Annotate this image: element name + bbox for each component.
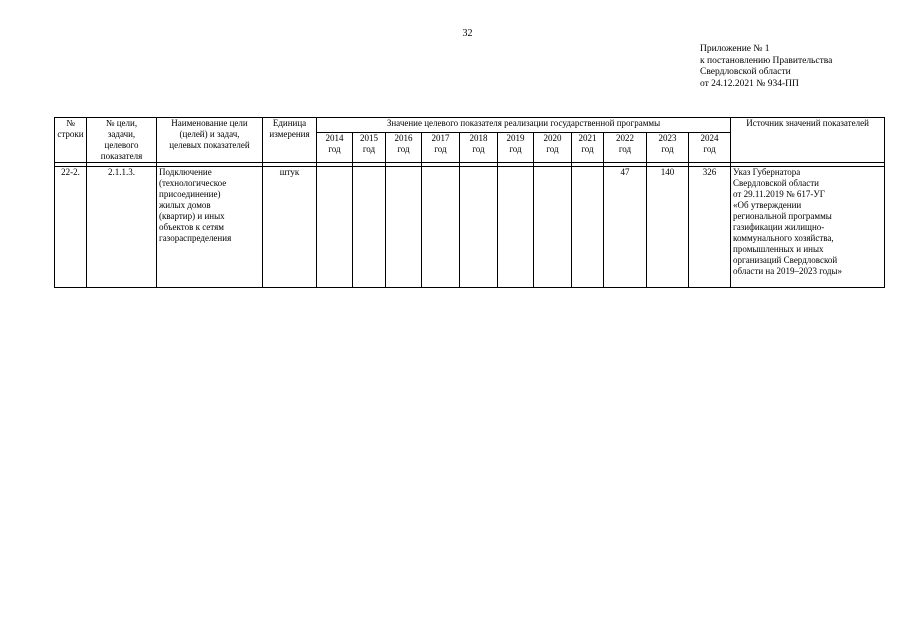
- appendix-line: к постановлению Правительства: [700, 55, 833, 66]
- cell-value: [534, 167, 572, 288]
- header-name: Наименование цели (целей) и задач, целевых показателей: [157, 118, 263, 163]
- cell-source: Указ Губернатора Свердловской области от 29.11.2019 № 617-УГ «Об утверждении региональной программы газификации жилищно- коммунального хозяйства, промышленных и иных организаций Свердловской области на 2019–2023 годы»: [731, 167, 885, 288]
- cell-value: [460, 167, 498, 288]
- table-header-row: [55, 118, 885, 133]
- header-year: 2022 год: [604, 133, 647, 163]
- header-year: 2024 год: [689, 133, 731, 163]
- cell-row-no: 22-2.: [55, 167, 87, 288]
- cell-value: 47: [604, 167, 647, 288]
- page-number: 32: [462, 28, 473, 39]
- header-year: 2016 год: [386, 133, 422, 163]
- cell-value: [498, 167, 534, 288]
- appendix-line: Свердловской области: [700, 67, 791, 77]
- header-year: 2023 год: [647, 133, 689, 163]
- appendix-line: от 24.12.2021 № 934-ПП: [700, 78, 799, 89]
- cell-value: [422, 167, 460, 288]
- header-year: 2020 год: [534, 133, 572, 163]
- cell-value: 140: [647, 167, 689, 288]
- header-goal-no: № цели, задачи, целевого показателя: [87, 118, 157, 163]
- cell-value: [353, 167, 386, 288]
- header-year: 2021 год: [572, 133, 604, 163]
- cell-goal-no: 2.1.1.3.: [87, 167, 157, 288]
- cell-value: [317, 167, 353, 288]
- header-year: 2018 год: [460, 133, 498, 163]
- indicators-table: [54, 117, 885, 288]
- cell-unit: штук: [263, 167, 317, 288]
- header-source: Источник значений показателей: [731, 118, 885, 163]
- appendix-line: Приложение № 1: [700, 44, 770, 54]
- appendix-block: [700, 44, 832, 90]
- header-unit: Единица измерения: [263, 118, 317, 163]
- header-year: 2015 год: [353, 133, 386, 163]
- cell-value: [572, 167, 604, 288]
- cell-name: Подключение (технологическое присоединение) жилых домов (квартир) и иных объектов к сетям газораспределения: [157, 167, 263, 288]
- table-row: [55, 167, 885, 288]
- header-row-no: № строки: [55, 118, 87, 163]
- header-year: 2019 год: [498, 133, 534, 163]
- cell-value: 326: [689, 167, 731, 288]
- header-year: 2017 год: [422, 133, 460, 163]
- header-year: 2014 год: [317, 133, 353, 163]
- cell-value: [386, 167, 422, 288]
- header-values-group: Значение целевого показателя реализации государственной программы: [317, 118, 731, 133]
